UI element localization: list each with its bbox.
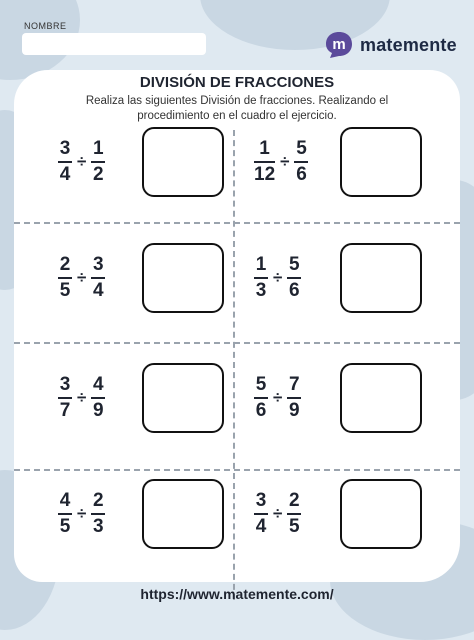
divisor-fraction [287, 491, 301, 537]
numerator: 4 [93, 374, 104, 395]
denominator: 3 [93, 516, 104, 537]
numerator: 3 [59, 374, 71, 395]
horizontal-divider [14, 469, 460, 471]
fraction-division-expression [58, 375, 105, 421]
answer-box[interactable] [340, 127, 422, 197]
fraction-bar [254, 513, 268, 515]
denominator: 12 [254, 164, 276, 185]
denominator: 3 [255, 280, 267, 301]
division-sign: ÷ [77, 152, 87, 171]
logo-letter: m [332, 36, 346, 53]
name-field[interactable] [22, 33, 206, 55]
fraction-bar [287, 397, 301, 399]
fraction-division-expression [254, 491, 301, 537]
fraction-bar [287, 277, 301, 279]
answer-box[interactable] [142, 243, 224, 313]
footer-url[interactable]: https://www.matemente.com/ [140, 586, 334, 602]
answer-box[interactable] [142, 363, 224, 433]
answer-box[interactable] [340, 243, 422, 313]
fraction-division-expression [254, 255, 301, 301]
fraction-division-expression [58, 491, 105, 537]
page-title: DIVISIÓN DE FRACCIONES [139, 74, 335, 91]
fraction-division-expression [254, 139, 308, 185]
fraction-bar [254, 161, 275, 163]
division-sign: ÷ [77, 504, 87, 523]
divisor-fraction [91, 375, 105, 421]
fraction-bar [58, 277, 72, 279]
dividend-fraction [58, 375, 72, 421]
speech-bubble-icon [324, 30, 354, 60]
name-label: NOMBRE [24, 21, 67, 31]
divisor-fraction [91, 255, 105, 301]
fraction-bar [254, 277, 268, 279]
denominator: 5 [289, 516, 300, 537]
division-sign: ÷ [280, 152, 290, 171]
horizontal-divider [14, 342, 460, 344]
division-sign: ÷ [273, 504, 283, 523]
numerator: 1 [255, 254, 267, 275]
instructions: Realiza las siguientes División de fracciones. Realizando el procedimiento en el cuadro el ejercicio. [85, 95, 389, 122]
fraction-bar [254, 397, 268, 399]
fraction-bar [294, 161, 308, 163]
fraction-bar [91, 513, 105, 515]
denominator: 5 [59, 280, 71, 301]
answer-box[interactable] [142, 127, 224, 197]
denominator: 6 [255, 400, 267, 421]
divisor-fraction [287, 255, 301, 301]
answer-box[interactable] [340, 363, 422, 433]
numerator: 3 [59, 138, 71, 159]
denominator: 6 [296, 164, 307, 185]
fraction-bar [287, 513, 301, 515]
denominator: 5 [59, 516, 71, 537]
brand-logo [324, 30, 457, 60]
fraction-bar [58, 161, 72, 163]
denominator: 7 [59, 400, 71, 421]
division-sign: ÷ [77, 268, 87, 287]
division-sign: ÷ [273, 268, 283, 287]
dividend-fraction [58, 255, 72, 301]
fraction-division-expression [254, 375, 301, 421]
fraction-bar [91, 397, 105, 399]
numerator: 5 [289, 254, 300, 275]
fraction-bar [91, 277, 105, 279]
numerator: 5 [255, 374, 267, 395]
denominator: 9 [289, 400, 300, 421]
dividend-fraction [58, 491, 72, 537]
numerator: 2 [59, 254, 71, 275]
denominator: 2 [93, 164, 104, 185]
division-sign: ÷ [77, 388, 87, 407]
fraction-division-expression [58, 255, 105, 301]
horizontal-divider [14, 222, 460, 224]
divisor-fraction [294, 139, 308, 185]
dividend-fraction [254, 139, 275, 185]
numerator: 2 [289, 490, 300, 511]
numerator: 1 [93, 138, 104, 159]
denominator: 4 [59, 164, 71, 185]
numerator: 1 [259, 138, 270, 159]
answer-box[interactable] [340, 479, 422, 549]
fraction-bar [58, 397, 72, 399]
denominator: 4 [255, 516, 267, 537]
numerator: 3 [93, 254, 104, 275]
fraction-bar [58, 513, 72, 515]
logo-text: matemente [360, 34, 457, 55]
dividend-fraction [58, 139, 72, 185]
denominator: 9 [93, 400, 104, 421]
numerator: 4 [59, 490, 71, 511]
vertical-divider [233, 130, 235, 600]
dividend-fraction [254, 255, 268, 301]
dividend-fraction [254, 375, 268, 421]
numerator: 2 [93, 490, 104, 511]
dividend-fraction [254, 491, 268, 537]
divisor-fraction [287, 375, 301, 421]
divisor-fraction [91, 139, 105, 185]
division-sign: ÷ [273, 388, 283, 407]
numerator: 5 [296, 138, 307, 159]
denominator: 6 [289, 280, 300, 301]
numerator: 7 [289, 374, 300, 395]
answer-box[interactable] [142, 479, 224, 549]
divisor-fraction [91, 491, 105, 537]
fraction-division-expression [58, 139, 105, 185]
numerator: 3 [255, 490, 267, 511]
denominator: 4 [93, 280, 104, 301]
fraction-bar [91, 161, 105, 163]
